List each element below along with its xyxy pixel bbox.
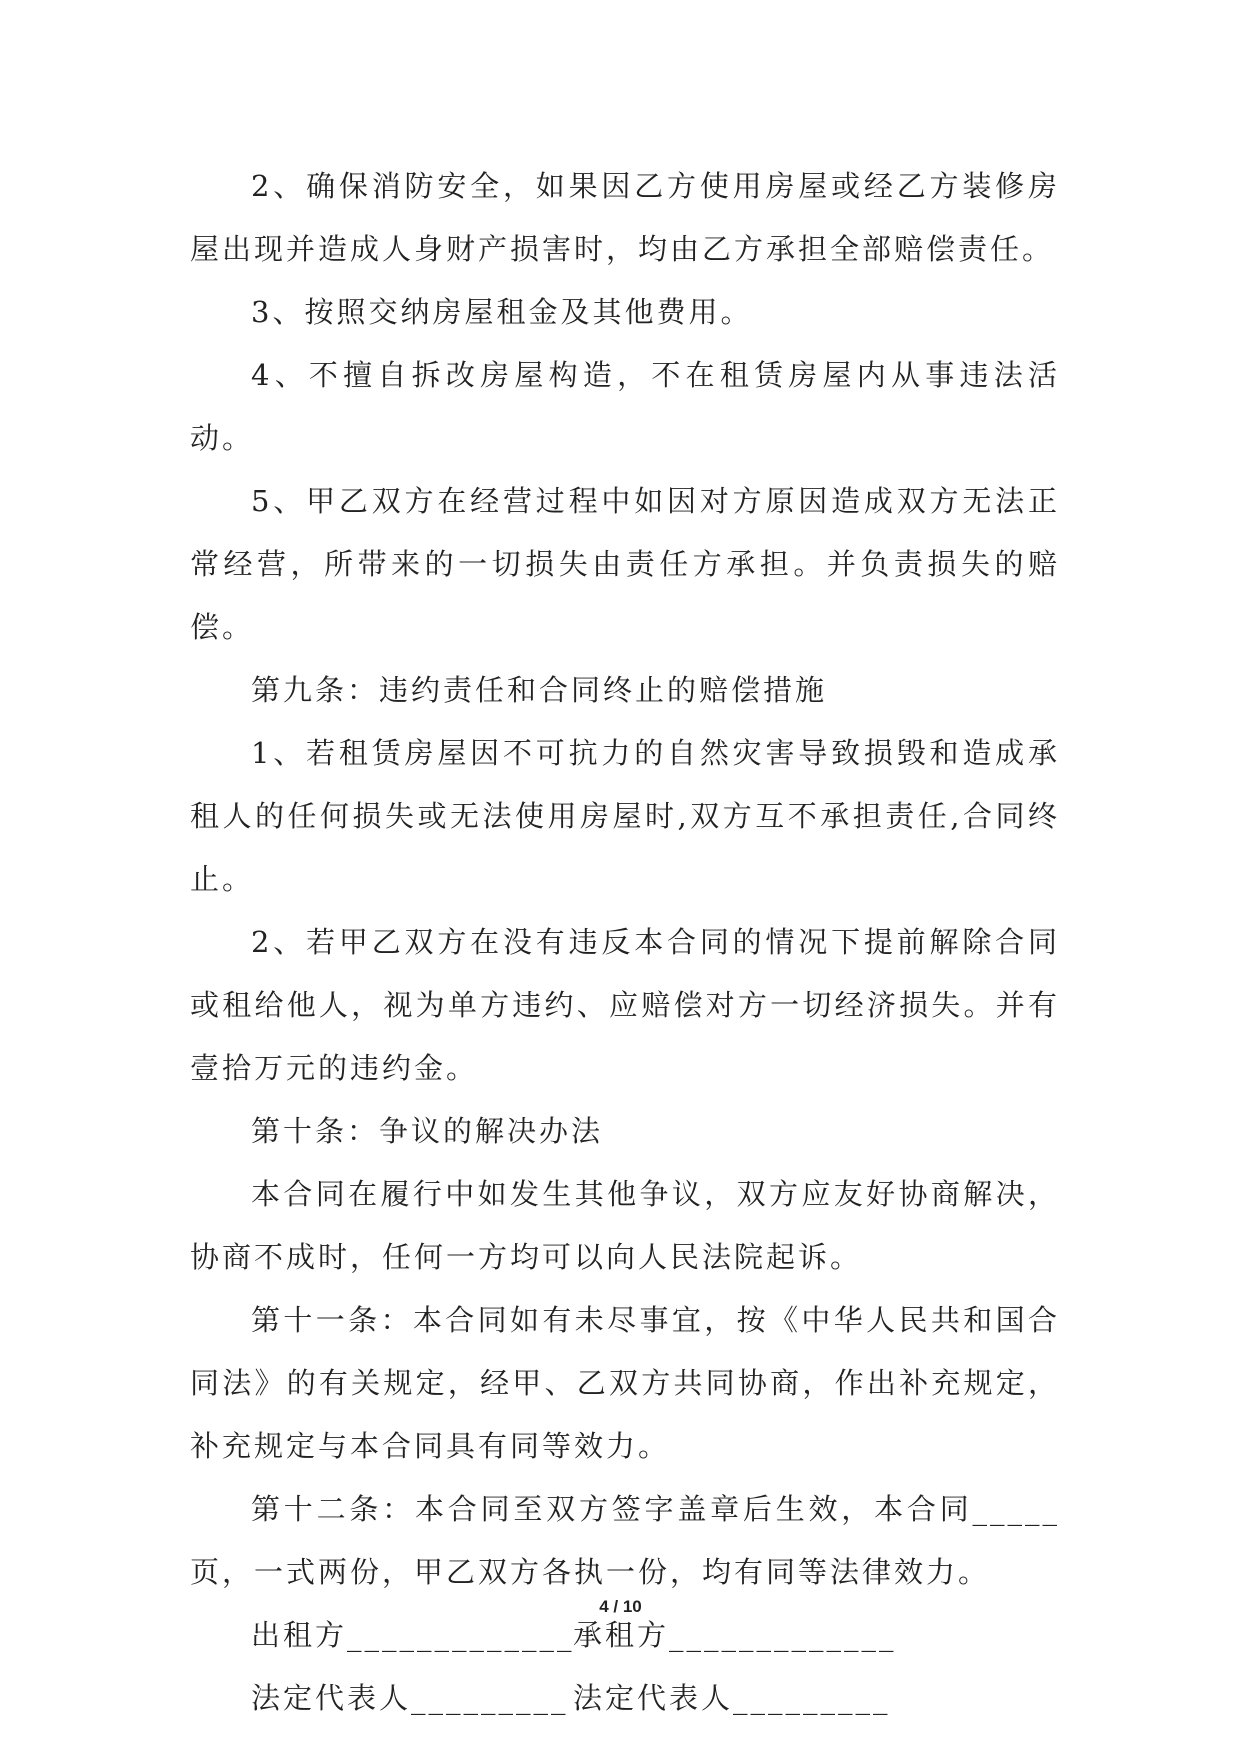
page-number: 4 / 10 <box>599 1597 642 1616</box>
signature-row-representatives <box>190 1667 1060 1730</box>
lessee-signature-line: 承租方_____________ <box>573 1618 897 1652</box>
article-12-paragraph: 第十二条：本合同至双方签字盖章后生效，本合同_____页，一式两份，甲乙双方各执一份，均有同等法律效力。 <box>190 1492 1060 1589</box>
clause-paragraph: 5、甲乙双方在经营过程中如因对方原因造成双方无法正常经营，所带来的一切损失由责任方承担。并负责损失的赔偿。 <box>190 484 1060 644</box>
lessor-signature-line: 出租方_____________ <box>251 1618 575 1652</box>
lessee-representative-line: 法定代表人_________ <box>573 1681 891 1715</box>
section-heading-article-9: 第九条：违约责任和合同终止的赔偿措施 <box>251 673 828 707</box>
clause-paragraph: 本合同在履行中如发生其他争议，双方应友好协商解决，协商不成时，任何一方均可以向人民法院起诉。 <box>190 1177 1060 1274</box>
lessor-representative-line: 法定代表人_________ <box>251 1681 569 1715</box>
clause-paragraph: 1、若租赁房屋因不可抗力的自然灾害导致损毁和造成承租人的任何损失或无法使用房屋时,双方互不承担责任,合同终止。 <box>190 736 1060 896</box>
section-heading-article-10: 第十条：争议的解决办法 <box>251 1114 604 1148</box>
clause-paragraph: 2、确保消防安全，如果因乙方使用房屋或经乙方装修房屋出现并造成人身财产损害时，均由乙方承担全部赔偿责任。 <box>190 169 1060 266</box>
clause-paragraph: 4、不擅自拆改房屋构造，不在租赁房屋内从事违法活动。 <box>190 358 1060 455</box>
clause-paragraph: 2、若甲乙双方在没有违反本合同的情况下提前解除合同或租给他人，视为单方违约、应赔偿对方一切经济损失。并有壹拾万元的违约金。 <box>190 925 1060 1085</box>
document-body <box>190 155 1060 1730</box>
clause-paragraph: 3、按照交纳房屋租金及其他费用。 <box>251 295 753 329</box>
article-11-paragraph: 第十一条：本合同如有未尽事宜，按《中华人民共和国合同法》的有关规定，经甲、乙双方共同协商，作出补充规定，补充规定与本合同具有同等效力。 <box>190 1303 1060 1463</box>
